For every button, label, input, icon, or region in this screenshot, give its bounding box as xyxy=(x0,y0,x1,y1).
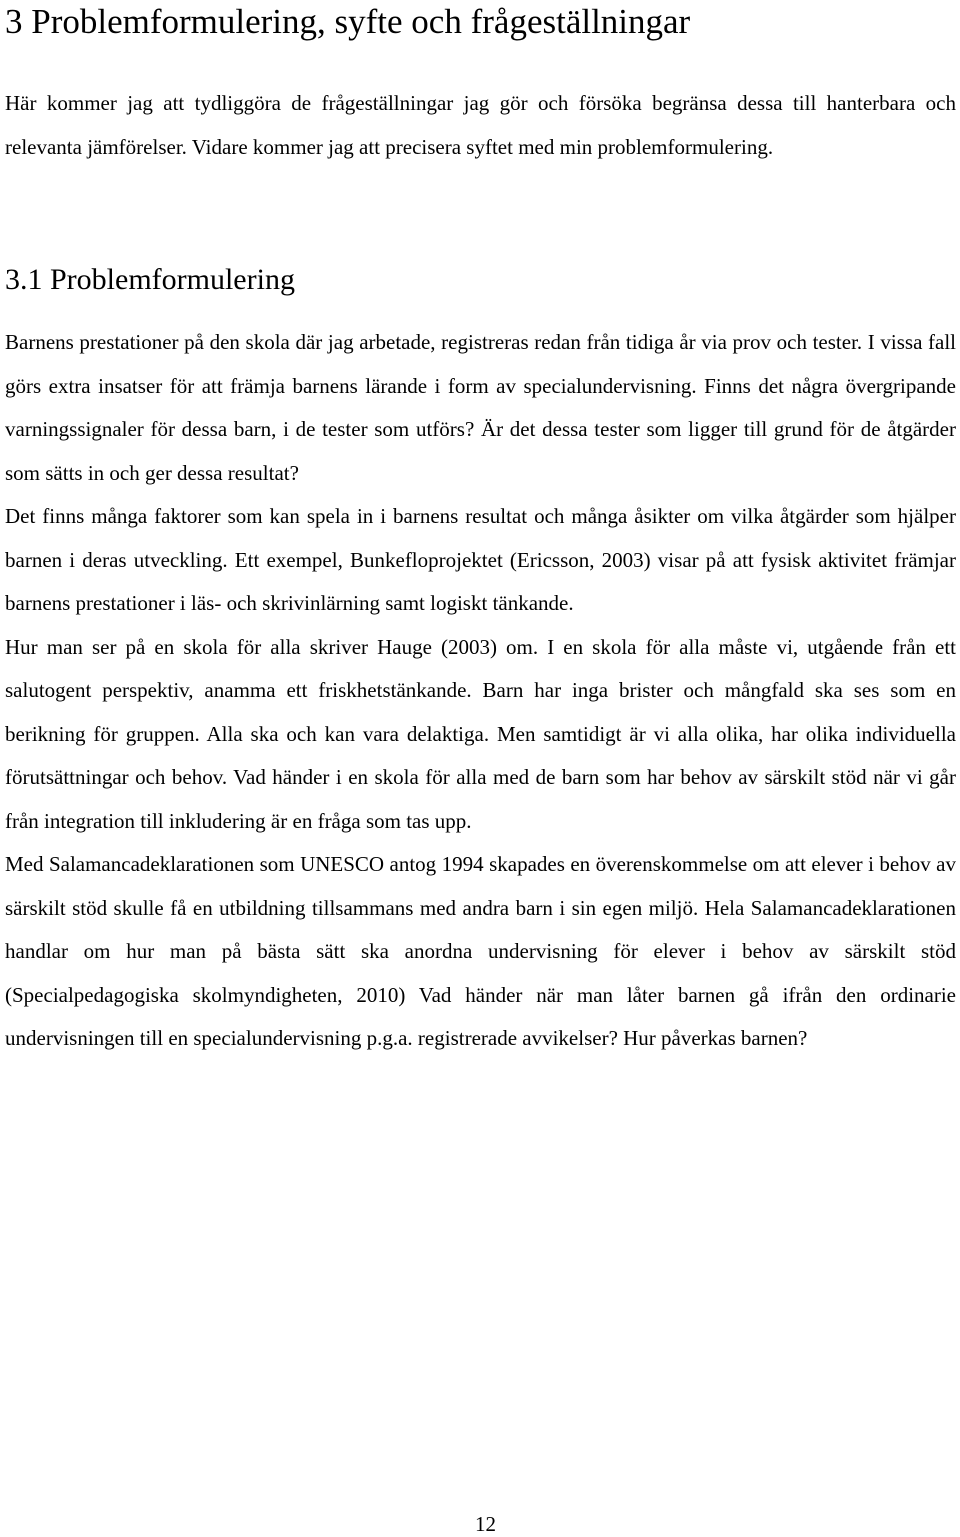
section-title: 3.1 Problemformulering xyxy=(5,263,295,296)
body-paragraph-4: Med Salamancadeklarationen som UNESCO antog 1994 skapades en överenskommelse om att elever i behov av särskilt stöd skulle få en utbildning tillsammans med andra barn i sin egen miljö. Hela Salamancadeklarationen handlar om hur man på bästa sätt ska anordna undervisning för elever i behov av särskilt stöd (Specialpedagogiska skolmyndigheten, 2010) Vad händer när man låter barnen gå ifrån den ordinarie undervisningen till en specialundervisning p.g.a. registrerade avvikelser? Hur påverkas barnen? xyxy=(5,852,956,1050)
section-body xyxy=(5,321,956,1061)
body-paragraph-2: Det finns många faktorer som kan spela in i barnens resultat och många åsikter om vilka åtgärder som hjälper barnen i deras utveckling. Ett exempel, Bunkefloprojektet (Ericsson, 2003) visar på att fysisk aktivitet främjar barnens prestationer i läs- och skrivinlärning samt logiskt tänkande. xyxy=(5,504,956,615)
intro-section xyxy=(5,82,956,169)
document-page xyxy=(5,0,956,1537)
chapter-title: 3 Problemformulering, syfte och frågeställningar xyxy=(5,2,691,41)
page-number: 12 xyxy=(475,1512,496,1536)
body-paragraph-3: Hur man ser på en skola för alla skriver Hauge (2003) om. I en skola för alla måste vi, utgående från ett salutogent perspektiv, anamma ett friskhetstänkande. Barn har inga brister och mångfald ska ses som en berikning för gruppen. Alla ska och kan vara delaktiga. Men samtidigt är vi alla olika, har olika individuella förutsättningar och behov. Vad händer i en skola för alla med de barn som har behov av särskilt stöd när vi går från integration till inkludering är en fråga som tas upp. xyxy=(5,634,956,833)
body-paragraph-1: Barnens prestationer på den skola där jag arbetade, registreras redan från tidiga år via prov och tester. I vissa fall görs extra insatser för att främja barnens lärande i form av specialundervisning. Finns det några övergripande varningssignaler för dessa barn, i de tester som utförs? Är det dessa tester som ligger till grund för de åtgärder som sätts in och ger dessa resultat? xyxy=(5,330,956,485)
intro-paragraph: Här kommer jag att tydliggöra de frågeställningar jag gör och försöka begränsa dessa till hanterbara och relevanta jämförelser. Vidare kommer jag att precisera syftet med min problemformulering. xyxy=(5,91,956,159)
